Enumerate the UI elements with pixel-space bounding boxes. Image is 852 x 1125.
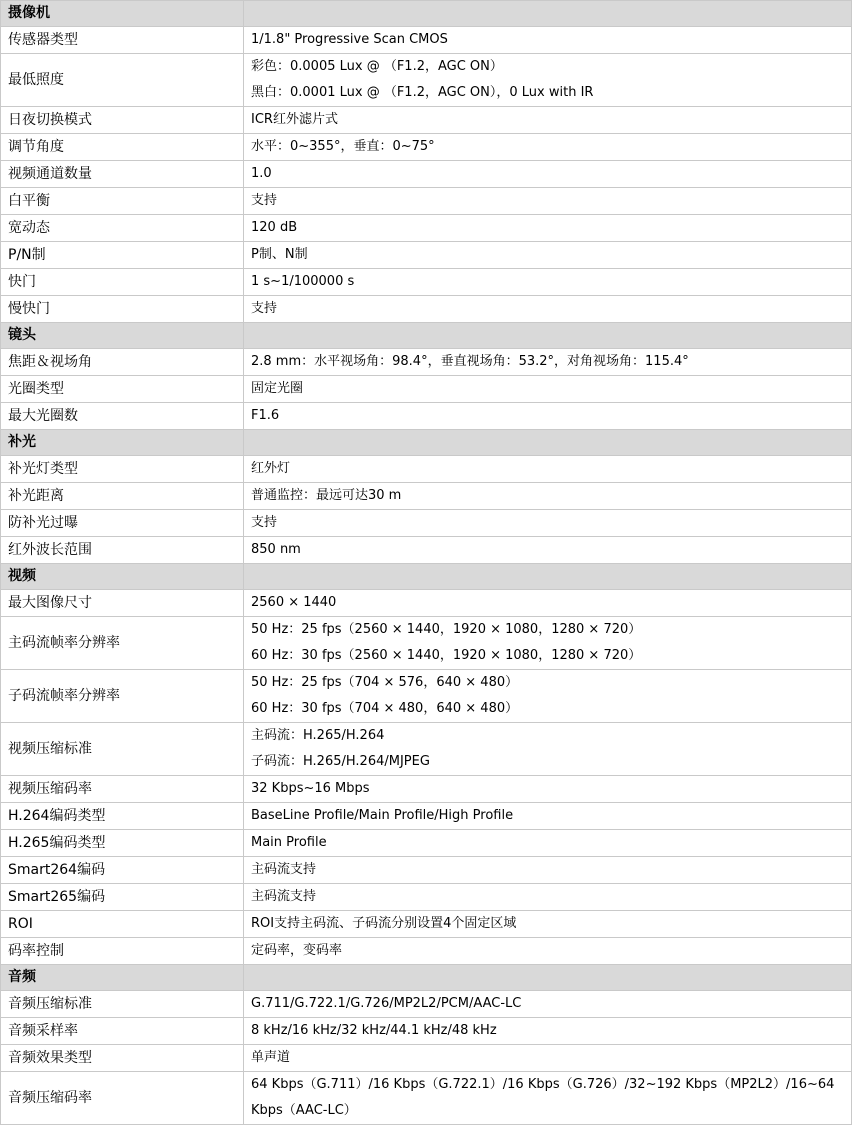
spec-value [244, 938, 852, 965]
spec-row [1, 537, 852, 564]
spec-row [1, 215, 852, 242]
spec-value-line: 主码流：H.265/H.264 [251, 728, 385, 743]
spec-value-line: 1/1.8" Progressive Scan CMOS [251, 32, 448, 47]
spec-value [244, 242, 852, 269]
spec-value-line: 60 Hz：30 fps（704 × 480，640 × 480） [251, 701, 519, 716]
spec-label: ROI [1, 911, 244, 938]
spec-value-line: G.711/G.722.1/G.726/MP2L2/PCM/AAC-LC [251, 996, 522, 1011]
section-title: 音频 [1, 965, 244, 991]
spec-label: 视频通道数量 [1, 161, 244, 188]
spec-value [244, 456, 852, 483]
spec-value [244, 723, 852, 776]
spec-value [244, 349, 852, 376]
spec-value [244, 1072, 852, 1125]
spec-value [244, 510, 852, 537]
spec-value-line: 主码流支持 [251, 862, 317, 877]
spec-value [244, 803, 852, 830]
spec-row [1, 1072, 852, 1125]
spec-value-line: 定码率，变码率 [251, 943, 343, 958]
spec-label: Smart264编码 [1, 857, 244, 884]
spec-label: 主码流帧率分辨率 [1, 617, 244, 670]
spec-value-line: P制、N制 [251, 247, 308, 262]
section-header-blank [244, 323, 852, 349]
spec-value [244, 296, 852, 323]
spec-value-line: 固定光圈 [251, 381, 304, 396]
spec-label: 子码流帧率分辨率 [1, 670, 244, 723]
spec-label: 补光距离 [1, 483, 244, 510]
spec-value-line: 水平：0~355°，垂直：0~75° [251, 139, 435, 154]
spec-label: 音频效果类型 [1, 1045, 244, 1072]
spec-label: 红外波长范围 [1, 537, 244, 564]
spec-value-line: 64 Kbps（G.711）/16 Kbps（G.722.1）/16 Kbps（G.726）/32~192 Kbps（MP2L2）/16~64 Kbps（AAC-LC） [251, 1077, 835, 1118]
spec-row [1, 134, 852, 161]
spec-value [244, 1018, 852, 1045]
spec-value-line: 32 Kbps~16 Mbps [251, 781, 370, 796]
spec-label: 宽动态 [1, 215, 244, 242]
spec-label: 慢快门 [1, 296, 244, 323]
spec-value [244, 134, 852, 161]
spec-value [244, 107, 852, 134]
spec-value [244, 376, 852, 403]
section-header-blank [244, 965, 852, 991]
spec-row [1, 349, 852, 376]
spec-row [1, 1045, 852, 1072]
spec-row [1, 776, 852, 803]
spec-value-line: 黑白：0.0001 Lux @ （F1.2，AGC ON），0 Lux with IR [251, 85, 594, 100]
spec-label: H.264编码类型 [1, 803, 244, 830]
spec-row [1, 242, 852, 269]
spec-label: 光圈类型 [1, 376, 244, 403]
spec-row [1, 107, 852, 134]
spec-row [1, 803, 852, 830]
spec-label: 视频压缩标准 [1, 723, 244, 776]
spec-label: 传感器类型 [1, 27, 244, 54]
spec-value [244, 590, 852, 617]
section-header-row [1, 323, 852, 349]
spec-value-line: 支持 [251, 515, 278, 530]
spec-row [1, 376, 852, 403]
spec-value-line: 850 nm [251, 542, 301, 557]
spec-value-line: 1 s~1/100000 s [251, 274, 355, 289]
spec-value [244, 403, 852, 430]
spec-value-line: 支持 [251, 193, 278, 208]
spec-value-line: 红外灯 [251, 461, 291, 476]
spec-label: Smart265编码 [1, 884, 244, 911]
spec-value-line: BaseLine Profile/Main Profile/High Profile [251, 808, 514, 823]
spec-row [1, 1018, 852, 1045]
spec-label: 快门 [1, 269, 244, 296]
spec-row [1, 830, 852, 857]
spec-row [1, 617, 852, 670]
spec-label: 调节角度 [1, 134, 244, 161]
spec-value-line: 60 Hz：30 fps（2560 × 1440，1920 × 1080，1280 × 720） [251, 648, 642, 663]
spec-value-line: 8 kHz/16 kHz/32 kHz/44.1 kHz/48 kHz [251, 1023, 497, 1038]
spec-value [244, 991, 852, 1018]
spec-row [1, 510, 852, 537]
spec-label: 音频压缩码率 [1, 1072, 244, 1125]
spec-value-line: 主码流支持 [251, 889, 317, 904]
spec-label: 白平衡 [1, 188, 244, 215]
spec-row [1, 296, 852, 323]
spec-row [1, 670, 852, 723]
section-header-row [1, 430, 852, 456]
section-header-row [1, 564, 852, 590]
spec-label: 日夜切换模式 [1, 107, 244, 134]
section-title: 摄像机 [1, 1, 244, 27]
spec-value-line: 支持 [251, 301, 278, 316]
spec-value-line: Main Profile [251, 835, 327, 850]
spec-value-line: ROI支持主码流、子码流分别设置4个固定区域 [251, 916, 517, 931]
spec-row [1, 857, 852, 884]
spec-value-line: 50 Hz：25 fps（2560 × 1440，1920 × 1080，1280 × 720） [251, 622, 642, 637]
spec-value [244, 617, 852, 670]
spec-label: 音频采样率 [1, 1018, 244, 1045]
spec-value [244, 537, 852, 564]
section-title: 补光 [1, 430, 244, 456]
section-header-row [1, 965, 852, 991]
spec-value [244, 911, 852, 938]
spec-label: P/N制 [1, 242, 244, 269]
spec-row [1, 456, 852, 483]
spec-value-line: ICR红外滤片式 [251, 112, 338, 127]
spec-row [1, 911, 852, 938]
spec-value-line: 2.8 mm：水平视场角：98.4°，垂直视场角：53.2°，对角视场角：115.4° [251, 354, 689, 369]
section-header-blank [244, 564, 852, 590]
spec-value-line: 子码流：H.265/H.264/MJPEG [251, 754, 430, 769]
spec-value [244, 830, 852, 857]
section-title: 镜头 [1, 323, 244, 349]
spec-row [1, 884, 852, 911]
spec-row [1, 403, 852, 430]
section-title: 视频 [1, 564, 244, 590]
spec-label: 音频压缩标准 [1, 991, 244, 1018]
spec-value [244, 857, 852, 884]
spec-row [1, 27, 852, 54]
spec-row [1, 938, 852, 965]
spec-label: 焦距＆视场角 [1, 349, 244, 376]
spec-row [1, 161, 852, 188]
spec-label: 最低照度 [1, 54, 244, 107]
spec-value [244, 161, 852, 188]
spec-value [244, 215, 852, 242]
spec-value [244, 1045, 852, 1072]
spec-value-line: 单声道 [251, 1050, 291, 1065]
spec-value-line: 50 Hz：25 fps（704 × 576，640 × 480） [251, 675, 519, 690]
spec-label: 补光灯类型 [1, 456, 244, 483]
spec-value [244, 670, 852, 723]
spec-row [1, 54, 852, 107]
spec-row [1, 269, 852, 296]
spec-label: 码率控制 [1, 938, 244, 965]
spec-label: 视频压缩码率 [1, 776, 244, 803]
spec-value-line: 1.0 [251, 166, 272, 181]
section-header-row [1, 1, 852, 27]
spec-label: 防补光过曝 [1, 510, 244, 537]
spec-row [1, 991, 852, 1018]
spec-value [244, 884, 852, 911]
spec-value [244, 269, 852, 296]
spec-value [244, 27, 852, 54]
section-header-blank [244, 430, 852, 456]
spec-row [1, 590, 852, 617]
spec-value-line: 普通监控：最远可达30 m [251, 488, 402, 503]
spec-row [1, 483, 852, 510]
spec-value [244, 54, 852, 107]
spec-label: H.265编码类型 [1, 830, 244, 857]
spec-value [244, 776, 852, 803]
spec-label: 最大光圈数 [1, 403, 244, 430]
spec-label: 最大图像尺寸 [1, 590, 244, 617]
spec-value-line: 120 dB [251, 220, 298, 235]
spec-value [244, 188, 852, 215]
spec-value-line: F1.6 [251, 408, 280, 423]
spec-value [244, 483, 852, 510]
spec-value-line: 彩色：0.0005 Lux @ （F1.2，AGC ON） [251, 59, 503, 74]
spec-row [1, 188, 852, 215]
spec-table-body [1, 1, 852, 1125]
spec-row [1, 723, 852, 776]
section-header-blank [244, 1, 852, 27]
spec-value-line: 2560 × 1440 [251, 595, 337, 610]
